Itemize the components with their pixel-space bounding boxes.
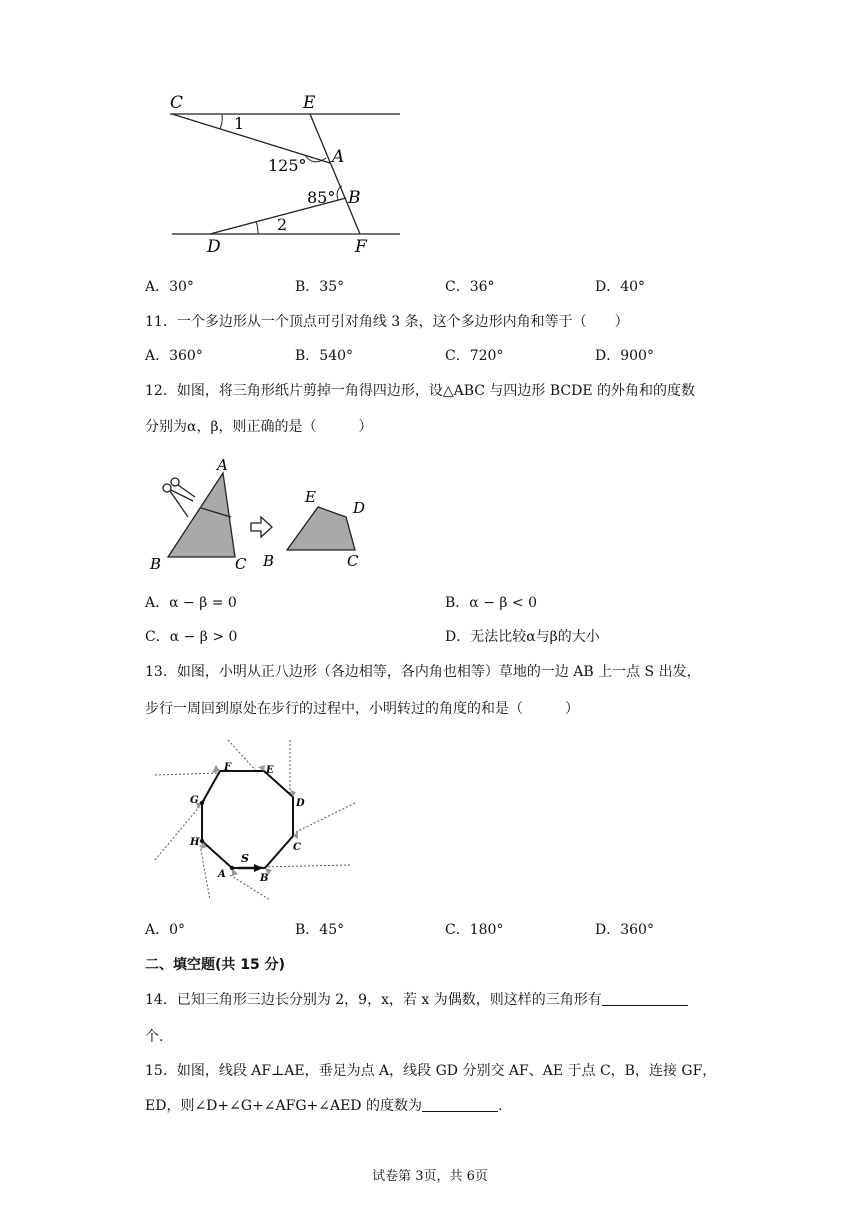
q11-option-c: C．720° — [445, 348, 504, 364]
label-A: A — [217, 456, 228, 474]
q10-option-a: A．30° — [145, 279, 194, 295]
q13-option-a: A．0° — [145, 922, 186, 938]
q15-question-line2 — [145, 1095, 502, 1115]
transversal-ef — [310, 114, 360, 234]
label-E: E — [303, 93, 316, 113]
q13-option-b: B．45° — [295, 922, 345, 938]
figure-q13 — [150, 735, 365, 905]
label-C: C — [235, 555, 247, 573]
label-D: D — [207, 237, 221, 256]
label-B: B — [260, 873, 269, 884]
label-S: S — [241, 852, 249, 865]
angle-label-85: 85° — [307, 188, 336, 207]
label-F: F — [355, 237, 367, 256]
q15-text: ED，则∠D+∠G+∠AFG+∠AED 的度数为 — [145, 1098, 422, 1114]
label-A: A — [332, 147, 345, 167]
q14-question-line2: 个. — [145, 1029, 164, 1045]
arrow-head-icon — [254, 864, 263, 872]
figure-q10 — [160, 88, 410, 256]
q10-option-d: D．40° — [595, 279, 646, 295]
arrow-right-icon — [251, 517, 272, 537]
quadrilateral-bcde — [287, 507, 355, 550]
label-C2: C — [347, 552, 359, 570]
q12-option-c: C．α − β > 0 — [145, 629, 238, 645]
label-H: H — [190, 837, 200, 848]
section-title: 二、填空题(共 15 分) — [145, 957, 286, 973]
q15-question-line1: 15．如图，线段 AF⊥AE，垂足为点 A，线段 GD 分别交 AF、AE 于点 C，B，连接 GF， — [145, 1063, 717, 1079]
q15-period: . — [497, 1098, 503, 1114]
q11-question: 11．一个多边形从一个顶点可引对角线 3 条，这个多边形内角和等于（ ） — [145, 314, 629, 330]
label-E: E — [266, 765, 274, 776]
label-G: G — [190, 795, 199, 806]
q14-text: 14．已知三角形三边长分别为 2，9，x，若 x 为偶数，则这样的三角形有 — [145, 992, 602, 1008]
label-E: E — [305, 488, 316, 506]
angle-label-1: 1 — [234, 114, 245, 133]
label-C: C — [170, 93, 184, 113]
q12-option-a: A．α − β = 0 — [145, 595, 237, 611]
angle-arc-1 — [220, 114, 222, 129]
q10-option-c: C．36° — [445, 279, 495, 295]
q15-answer-blank[interactable] — [422, 1097, 498, 1112]
extension-lines — [155, 740, 355, 900]
angle-label-125: 125° — [268, 156, 307, 175]
label-C: C — [293, 842, 301, 853]
q12-option-d: D．无法比较α与β的大小 — [445, 629, 600, 645]
angle-arc-2 — [256, 222, 258, 234]
label-D: D — [353, 499, 366, 517]
page-footer: 试卷第 3页，共 6页 — [372, 1169, 488, 1184]
angle-label-2: 2 — [277, 215, 288, 234]
q13-option-c: C．180° — [445, 922, 504, 938]
label-B: B — [348, 188, 361, 208]
q12-question-line2: 分别为α，β，则正确的是（ ） — [145, 419, 373, 435]
label-A: A — [218, 869, 226, 880]
q12-question-line1: 12．如图，将三角形纸片剪掉一角得四边形，设△ABC 与四边形 BCDE 的外角和的度数 — [145, 383, 696, 399]
q14-question-line1 — [145, 989, 688, 1009]
q11-option-d: D．900° — [595, 348, 654, 364]
q12-option-b: B．α − β < 0 — [445, 595, 538, 611]
q10-option-b: B．35° — [295, 279, 345, 295]
q11-option-a: A．360° — [145, 348, 203, 364]
scissors-icon — [163, 478, 195, 517]
q13-option-d: D．360° — [595, 922, 654, 938]
label-B: B — [150, 555, 162, 573]
label-B2: B — [263, 552, 275, 570]
q13-question-line1: 13．如图，小明从正八边形（各边相等，各内角也相等）草地的一边 AB 上一点 S 出发， — [145, 664, 701, 680]
label-F: F — [224, 762, 232, 773]
q14-answer-blank[interactable] — [602, 991, 688, 1006]
q13-question-line2: 步行一周回到原处在步行的过程中，小明转过的角度的和是（ ） — [145, 701, 579, 717]
q11-option-b: B．540° — [295, 348, 354, 364]
label-D: D — [296, 798, 305, 809]
figure-q12 — [145, 455, 385, 575]
